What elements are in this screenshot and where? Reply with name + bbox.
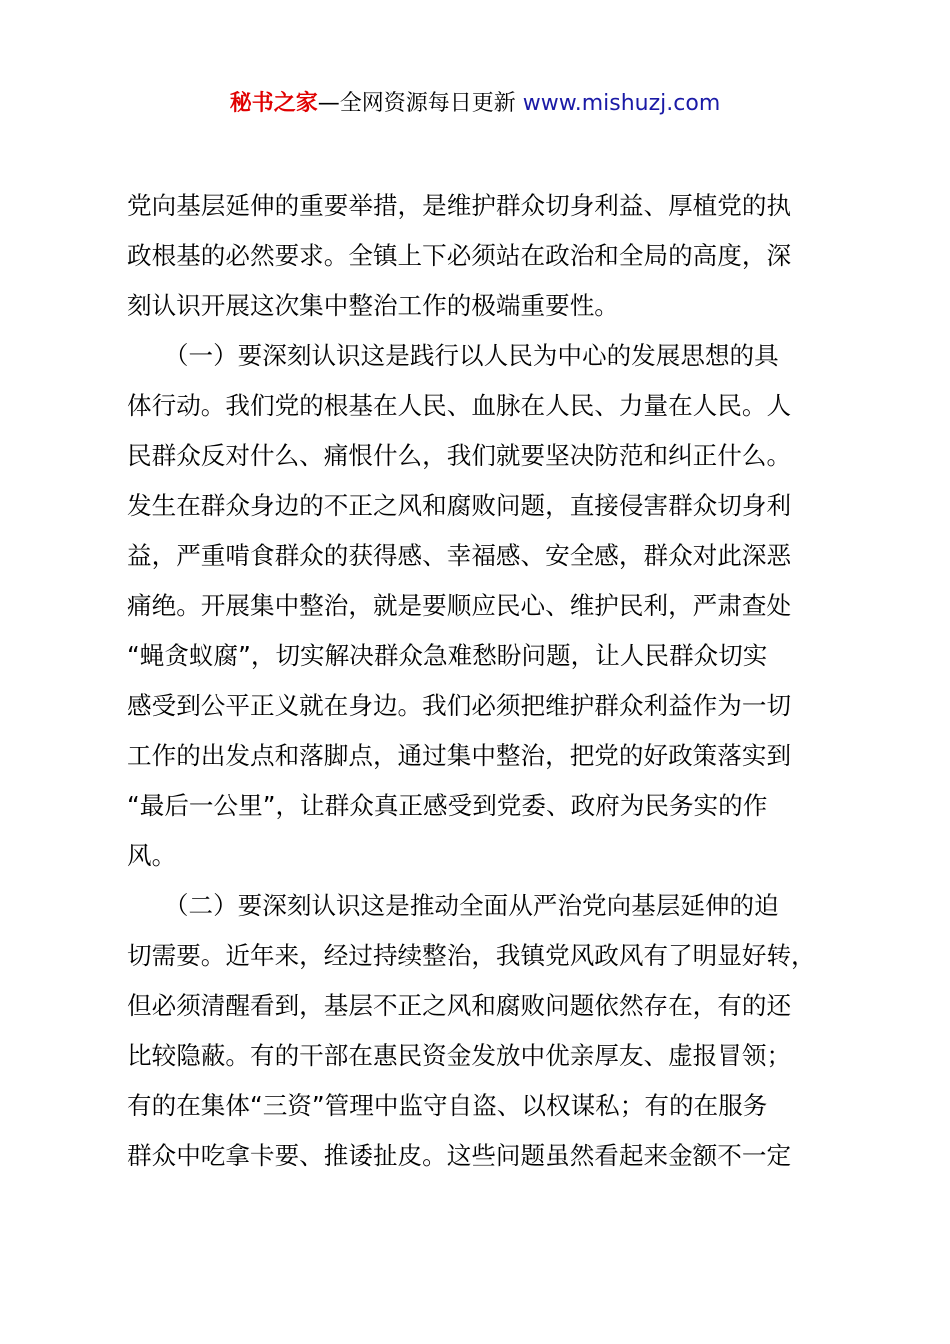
header-tagline: —全网资源每日更新	[317, 91, 516, 116]
text-line: 民群众反对什么、痛恨什么，我们就要坚决防范和纠正什么。	[127, 441, 792, 470]
text-line: 比较隐蔽。有的干部在惠民资金发放中优亲厚友、虚报冒领；	[127, 1041, 792, 1070]
text-line: 益，严重啃食群众的获得感、幸福感、安全感，群众对此深恶	[127, 541, 792, 570]
text-line: 发生在群众身边的不正之风和腐败问题，直接侵害群众切身利	[127, 491, 792, 520]
text-line: 体行动。我们党的根基在人民、血脉在人民、力量在人民。人	[127, 391, 792, 420]
text-line: （一）要深刻认识这是践行以人民为中心的发展思想的具	[127, 341, 779, 370]
text-line: 群众中吃拿卡要、推诿扯皮。这些问题虽然看起来金额不一定	[127, 1141, 792, 1170]
text-line: “最后一公里”，让群众真正感受到党委、政府为民务实的作	[127, 791, 768, 820]
text-line: （二）要深刻认识这是推动全面从严治党向基层延伸的迫	[127, 891, 779, 920]
site-url[interactable]: www.mishuzj.com	[522, 91, 721, 116]
text-line: 痛绝。开展集中整治，就是要顺应民心、维护民利，严肃查处	[127, 591, 792, 620]
text-line: 切需要。近年来，经过持续整治，我镇党风政风有了明显好转，	[127, 941, 816, 970]
document-body	[127, 181, 833, 1181]
text-line: 感受到公平正义就在身边。我们必须把维护群众利益作为一切	[127, 691, 792, 720]
text-line: 但必须清醒看到，基层不正之风和腐败问题依然存在，有的还	[127, 991, 792, 1020]
text-line: 工作的出发点和落脚点，通过集中整治，把党的好政策落实到	[127, 741, 792, 770]
text-line: 刻认识开展这次集中整治工作的极端重要性。	[127, 291, 619, 320]
text-line: 风。	[127, 841, 177, 870]
text-line: 党向基层延伸的重要举措，是维护群众切身利益、厚植党的执	[127, 191, 792, 220]
text-line: “蝇贪蚁腐”，切实解决群众急难愁盼问题，让人民群众切实	[127, 641, 768, 670]
site-header	[0, 88, 950, 120]
text-line: 政根基的必然要求。全镇上下必须站在政治和全局的高度，深	[127, 241, 792, 270]
brand-name: 秘书之家	[229, 91, 318, 116]
text-line: 有的在集体“三资”管理中监守自盗、以权谋私；有的在服务	[127, 1091, 768, 1120]
